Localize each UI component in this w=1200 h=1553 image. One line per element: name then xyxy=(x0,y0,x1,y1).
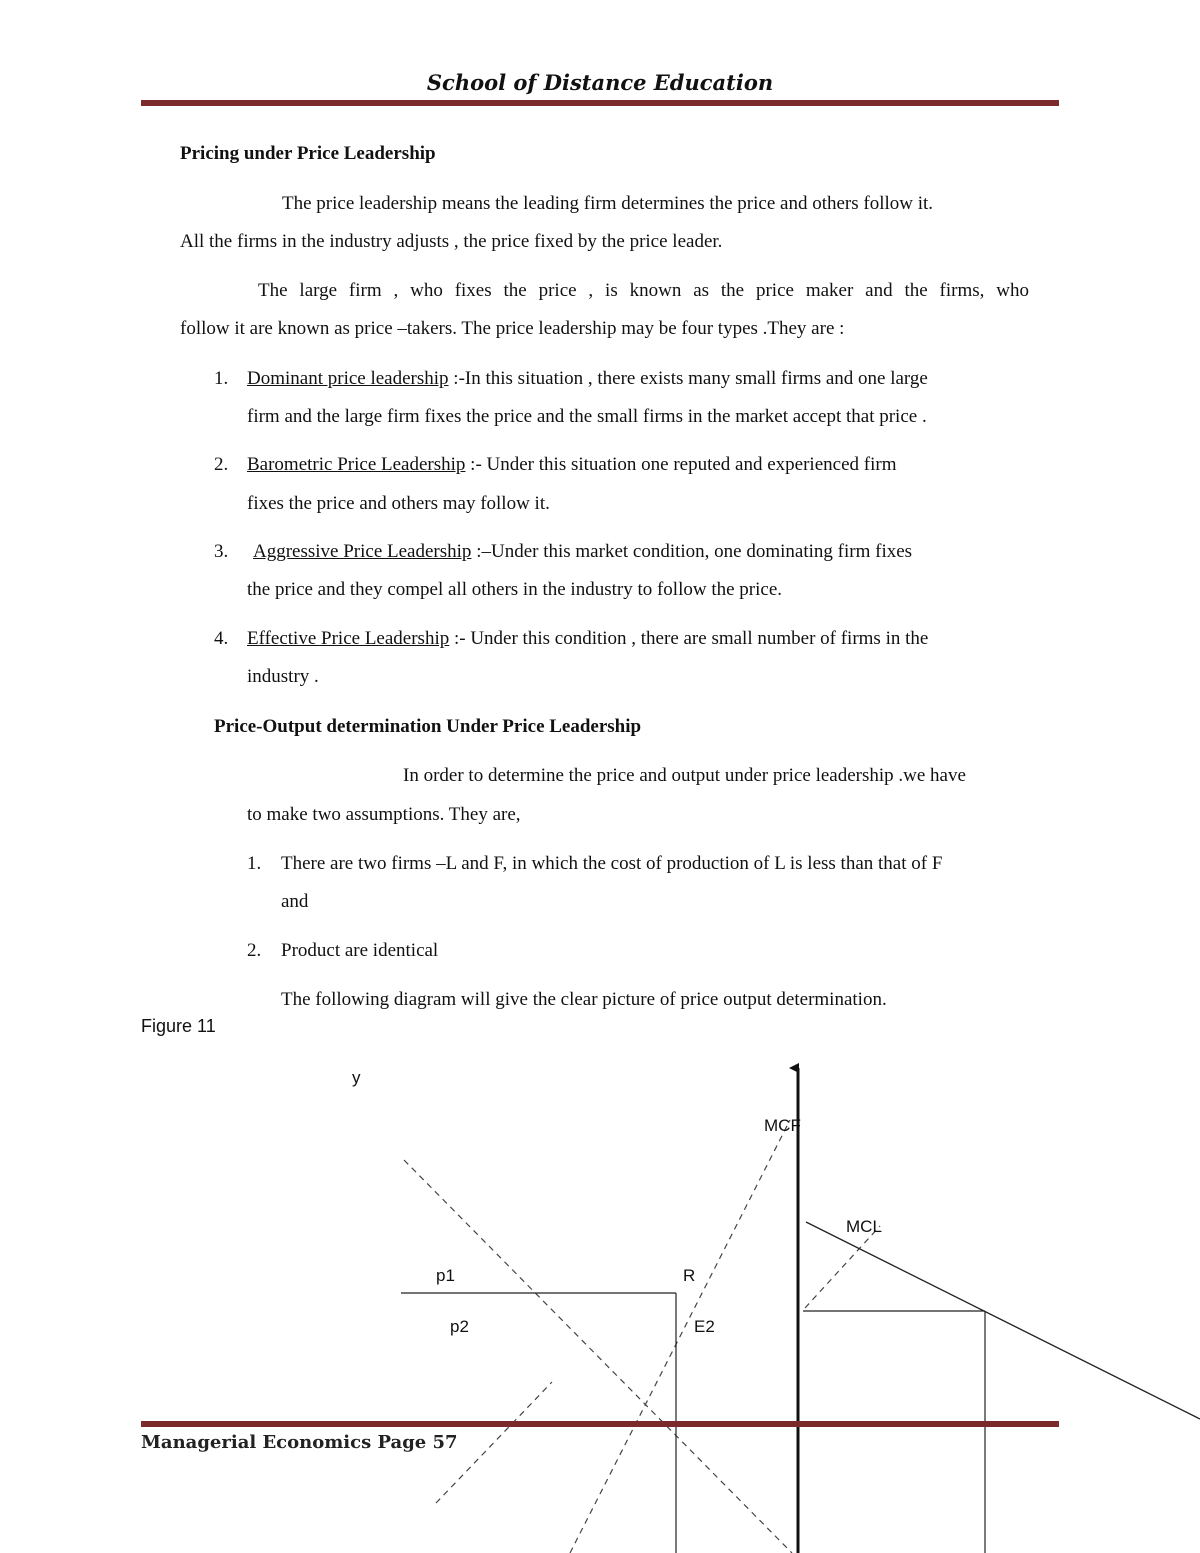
list-item-number: 4. xyxy=(214,628,229,649)
type-title: Barometric Price Leadership xyxy=(247,454,466,475)
mcf-curve xyxy=(570,1120,790,1553)
type-desc-line1: :–Under this market condition, one dominating firm fixes xyxy=(471,541,913,562)
type-desc-line2: firm and the large firm fixes the price and the small firms in the market accept that price . xyxy=(247,406,927,427)
type-desc-line2: the price and they compel all others in the industry to follow the price. xyxy=(247,579,783,600)
e2-label: E2 xyxy=(694,1317,715,1336)
assumption-line1: Product are identical xyxy=(281,940,439,961)
type-title: Dominant price leadership xyxy=(247,368,449,389)
figure-caption: Figure 11 xyxy=(141,1016,216,1036)
type-desc-line1: :-In this situation , there exists many small firms and one large xyxy=(448,368,928,389)
para1-line1: The price leadership means the leading firm determines the price and others follow it. xyxy=(282,193,934,214)
type-desc-line1: :- Under this condition , there are small number of firms in the xyxy=(449,628,929,649)
list-item-number: 2. xyxy=(214,454,229,475)
r-label: R xyxy=(683,1266,696,1285)
type-title: Effective Price Leadership xyxy=(247,628,450,649)
intro-line1: In order to determine the price and output under price leadership .we have xyxy=(403,765,966,786)
type-desc-line2: fixes the price and others may follow it. xyxy=(247,493,550,514)
mcl-curve xyxy=(805,1226,880,1308)
mcl-label: MCL xyxy=(846,1217,882,1236)
closing-sentence: The following diagram will give the clear picture of price output determination. xyxy=(281,989,887,1010)
para2-line1: The large firm , who fixes the price , is known as the price maker and the firms, who xyxy=(258,280,1029,301)
para2-line2: follow it are known as price –takers. The price leadership may be four types .They are : xyxy=(180,318,845,339)
assumption-number: 1. xyxy=(247,853,262,874)
type-desc-line2: industry . xyxy=(247,666,319,687)
section-heading-price-output: Price-Output determination Under Price Leadership xyxy=(214,716,642,737)
intro-line2: to make two assumptions. They are, xyxy=(247,804,521,825)
page-header-title: School of Distance Education xyxy=(426,70,774,95)
footer-rule xyxy=(141,1421,1059,1427)
section-heading-price-leadership: Pricing under Price Leadership xyxy=(180,143,436,164)
demand-curve xyxy=(404,1160,792,1553)
para1-line2: All the firms in the industry adjusts , the price fixed by the price leader. xyxy=(180,231,723,252)
assumption-line1: There are two firms –L and F, in which the cost of production of L is less than that of F xyxy=(281,853,943,874)
assumption-number: 2. xyxy=(247,940,262,961)
type-desc-line1: :- Under this situation one reputed and experienced firm xyxy=(465,454,897,475)
y-axis-label: y xyxy=(352,1068,361,1087)
p2-label: p2 xyxy=(450,1317,469,1336)
market-demand-line xyxy=(806,1222,1200,1419)
type-title: Aggressive Price Leadership xyxy=(253,541,472,562)
list-item-number: 1. xyxy=(214,368,229,389)
page-footer: Managerial Economics Page 57 xyxy=(141,1432,458,1453)
assumption-line2: and xyxy=(281,891,309,912)
list-item-number: 3. xyxy=(214,541,229,562)
mcf-label: MCF xyxy=(764,1116,801,1135)
p1-label: p1 xyxy=(436,1266,455,1285)
